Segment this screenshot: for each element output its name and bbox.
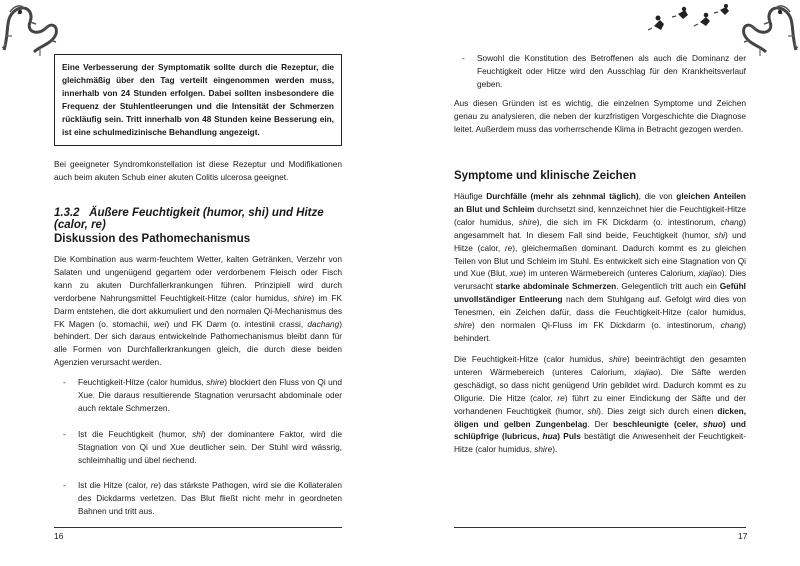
para-text: Die Kombination aus warm-feuchtem Wetter, kalten Getränken, Verzehr von Salaten und ungenügend gegartem oder verdorbenem Fleisch oder Fisch kann zu akuten Durchfallerkrankungen führen. Prinzipiell wird durch verdorbene Nahrungsmittel Feuchtigkeit-Hitze (calor humidus, <box>54 254 342 303</box>
para-text: Häufige <box>454 191 487 201</box>
para-text: ) angesammelt hat. In diesem Fall sind beide, Feuchtigkeit (humor, <box>454 216 746 240</box>
dragon-icon <box>738 0 800 60</box>
term-bold-italic: shuo <box>703 418 723 429</box>
list-item: - Sowohl die Konstitution des Betroffenen als auch die Dominanz der Feuchtigkeit oder Hitze wird den Ausschlag für den Krankheitsverlauf geben. <box>462 53 746 89</box>
footer-rule <box>54 527 342 528</box>
para-text: ), die sich im FK Dickdarm (o. intestinorum, <box>536 216 721 227</box>
bullet-text: Ist die Feuchtigkeit (humor, <box>78 428 193 439</box>
subheading-text: Symptome und klinische Zeichen <box>454 170 637 182</box>
term-italic: xiajiao <box>698 268 722 279</box>
term-italic: shire <box>534 444 553 455</box>
term-italic: re <box>150 480 159 491</box>
page-number: 17 <box>738 531 748 541</box>
section-title: Äußere Feuchtigkeit (humor, shi) und Hitze (calor, re) <box>54 207 324 231</box>
para-text: ), gleichermaßen dominant. Dadurch kommt es zu gleichen Teilen von Blut und Schleim im Stuhl. Es entwickelt sich eine Stagnation von Qi und Xue (Blut, <box>454 242 747 279</box>
emphasis: dicken, öligen und gelben Zungenbelag <box>454 405 746 429</box>
term-italic: shire <box>518 216 537 227</box>
subheading-text: Diskussion des Pathomechanismus <box>54 233 251 245</box>
emphasis: Gefühl unvollständiger Entleerung <box>454 281 746 305</box>
para-text: durchsetzt sind, kennzeichnet hier die Feuchtigkeit-Hitze (calor humidus, <box>454 203 746 227</box>
term-italic: xiajiao <box>634 366 658 377</box>
emphasis: ) Puls <box>557 431 581 442</box>
heat-paragraph <box>454 353 746 456</box>
page-number: 16 <box>54 531 64 541</box>
para-text: Die Feuchtigkeit-Hitze (calor humidus, <box>454 354 609 364</box>
para-text: . Der <box>587 418 614 429</box>
callout-text: Eine Verbesserung der Symptomatik sollte durch die Rezeptur, die gleichmäßig über den Tag verteilt eingenommen werden muss, innerhalb von <box>62 62 334 98</box>
term-italic: dachang <box>307 318 340 329</box>
term-italic: shire <box>293 292 312 303</box>
para-text: ) beeinträchtigt den gesamten unteren Wärmebereich (unteres Calorium, <box>454 354 746 377</box>
footer-rule <box>454 527 746 528</box>
emphasis: gleichen Anteilen an Blut und Schleim <box>454 191 746 214</box>
para-text: ) behindert. <box>454 320 746 343</box>
callout-text-cont: erfolgen. Dabei sollten insbesondere die Frequenz der Stuhlentleerungen und die Intensität der Schmerzen rückläufig sein. Tritt innerhalb von 48 Stunden keine Besserung ein, ist eine schulmedizinische Behandlung angezeigt. <box>62 88 334 137</box>
term-italic: chang <box>720 216 744 227</box>
para-text: ). Dies verursacht <box>454 268 746 292</box>
term-italic: wei <box>154 318 167 329</box>
section-number: 1.3.2 <box>54 207 80 219</box>
para-text: ) und Hitze (calor, <box>454 229 746 253</box>
term-bold-italic: hua <box>542 431 558 442</box>
para-text: ). <box>552 444 558 455</box>
bullet-text: Ist die Hitze (calor, <box>78 480 151 491</box>
term-italic: shire <box>608 354 627 364</box>
term-italic: shi <box>587 405 599 416</box>
term-italic: re <box>557 392 565 403</box>
analysis-paragraph <box>454 97 746 136</box>
list-item: - Ist die Feuchtigkeit (humor, shi) der dominantere Faktor, wird die Stagnation von Qi und Xue deutlicher sein. Der Stuhl wird wässrig, schleimhaltig und übel riechend. <box>63 428 342 465</box>
term-italic: shire <box>206 377 225 387</box>
para-text: . Gelegentlich tritt auch ein <box>616 281 720 292</box>
term-italic: shire <box>454 320 472 331</box>
emphasis: beschleunigte (celer, <box>613 418 704 429</box>
emphasis: starke abdominale Schmerzen <box>495 281 617 292</box>
para-text: ) im FK Darm entstehen, die dort akkumuliert und den normalen Qi-Mechanismus des FK Magen (o. stomachii, <box>54 292 343 329</box>
para-text: ). Dies zeigt sich durch einen <box>598 405 718 416</box>
para-text: bestätigt die Anwesenheit der Feuchtigkeit-Hitze (calor humidus, <box>454 431 746 455</box>
para-text: ) und FK Darm (o. intestinii crassi, <box>166 318 308 329</box>
bullet-text: ) das stärkste Pathogen, wird sie die Kollateralen des Dickdarms verletzen. Das Blut fließt nicht mehr in geordneten Bahnen und tritt aus. <box>78 480 342 517</box>
dragon-icon <box>0 0 62 60</box>
list-item: - Feuchtigkeit-Hitze (calor humidus, shire) blockiert den Fluss von Qi und Xue. Die daraus resultierende Stagnation verursacht abdominale oder auch rektale Schmerzen. <box>63 377 342 413</box>
para-text: Aus diesen Gründen ist es wichtig, die einzelnen Symptome und Zeichen genau zu analysieren, die neben der kurzfristigen Vorgeschichte die Diagnose leitet. Außerdem muss das vorherrschende Klima in Betracht gezogen werden. <box>454 98 746 134</box>
subheading-symptoms <box>454 170 636 182</box>
bullet-text: ) der dominantere Faktor, wird die Stagnation von Qi und Xue deutlicher sein. Der Stuhl wird wässrig, schleimhaltig und übel riechend. <box>78 428 342 465</box>
section-heading <box>54 207 354 231</box>
term-italic: xue <box>509 268 524 279</box>
para-text: ) führt zu einer Eindickung der Säfte und der vorhandenen Feuchtigkeit (humor, <box>454 392 746 416</box>
bullet-text: Sowohl die Konstitution des Betroffenen als auch die Dominanz der Feuchtigkeit oder Hitze wird den Ausschlag für den Krankheitsverlauf geben. <box>477 53 746 89</box>
para-text: ). Die Säfte werden geschädigt, so dass nicht genügend Urin gebildet wird. Dadurch kommt es zu Oligurie. Die Hitze (calor, <box>454 366 746 403</box>
para-text: , die von <box>638 191 677 201</box>
term-italic: re <box>504 242 513 253</box>
bullet-text: ) blockiert den Fluss von Qi und Xue. Die daraus resultierende Stagnation verursacht abdominale oder auch rektale Schmerzen. <box>78 377 342 413</box>
emphasis: Durchfälle (mehr als zehnmal täglich) <box>486 191 639 201</box>
callout-box <box>54 54 342 146</box>
term-italic: shi <box>714 229 726 240</box>
para-text: nach dem Stuhlgang auf. Gefolgt wird dies von Tenesmen, ein Zeichen dafür, dass die Feuchtigkeit-Hitze (calor humidus, <box>454 294 746 318</box>
para-text: ) behindert. Der sich daraus entwickelnde Pathomechanismus bleibt dann für alle Formen von Durchfallerkrankungen gleich, die durch diese beiden Agenzien verursacht werden. <box>54 318 342 368</box>
para-text: ) den normalen Qi-Fluss im FK Dickdarm (o. intestinorum, <box>471 320 721 331</box>
term-italic: chang <box>720 320 744 331</box>
emphasis: ) und schlüpfrige (lubricus, <box>454 418 746 442</box>
pathomechanism-paragraph <box>54 253 342 369</box>
term-italic: shi <box>192 428 203 439</box>
subheading-pathomechanism <box>54 233 250 245</box>
right-page <box>400 0 800 566</box>
intro-text: Bei geeigneter Syndromkonstellation ist diese Rezeptur und Modifikationen auch beim akuten Schub einer akuten Colitis ulcerosa geeignet. <box>54 159 342 182</box>
list-item: - Ist die Hitze (calor, re) das stärkste Pathogen, wird sie die Kollateralen des Dickdarms verletzen. Das Blut fließt nicht mehr in geordneten Bahnen und tritt aus. <box>63 480 342 517</box>
bullet-text: Feuchtigkeit-Hitze (calor humidus, <box>78 377 207 387</box>
bullet-list <box>462 52 746 104</box>
intro-paragraph <box>54 158 342 184</box>
para-text: ) im unteren Wärmebereich (unteres Calorium, <box>523 268 699 279</box>
bullet-list <box>63 376 342 531</box>
callout-emphasis: 24 Stunden <box>120 88 167 98</box>
symptoms-paragraph <box>454 190 746 345</box>
flying-figures-icon <box>648 2 738 36</box>
